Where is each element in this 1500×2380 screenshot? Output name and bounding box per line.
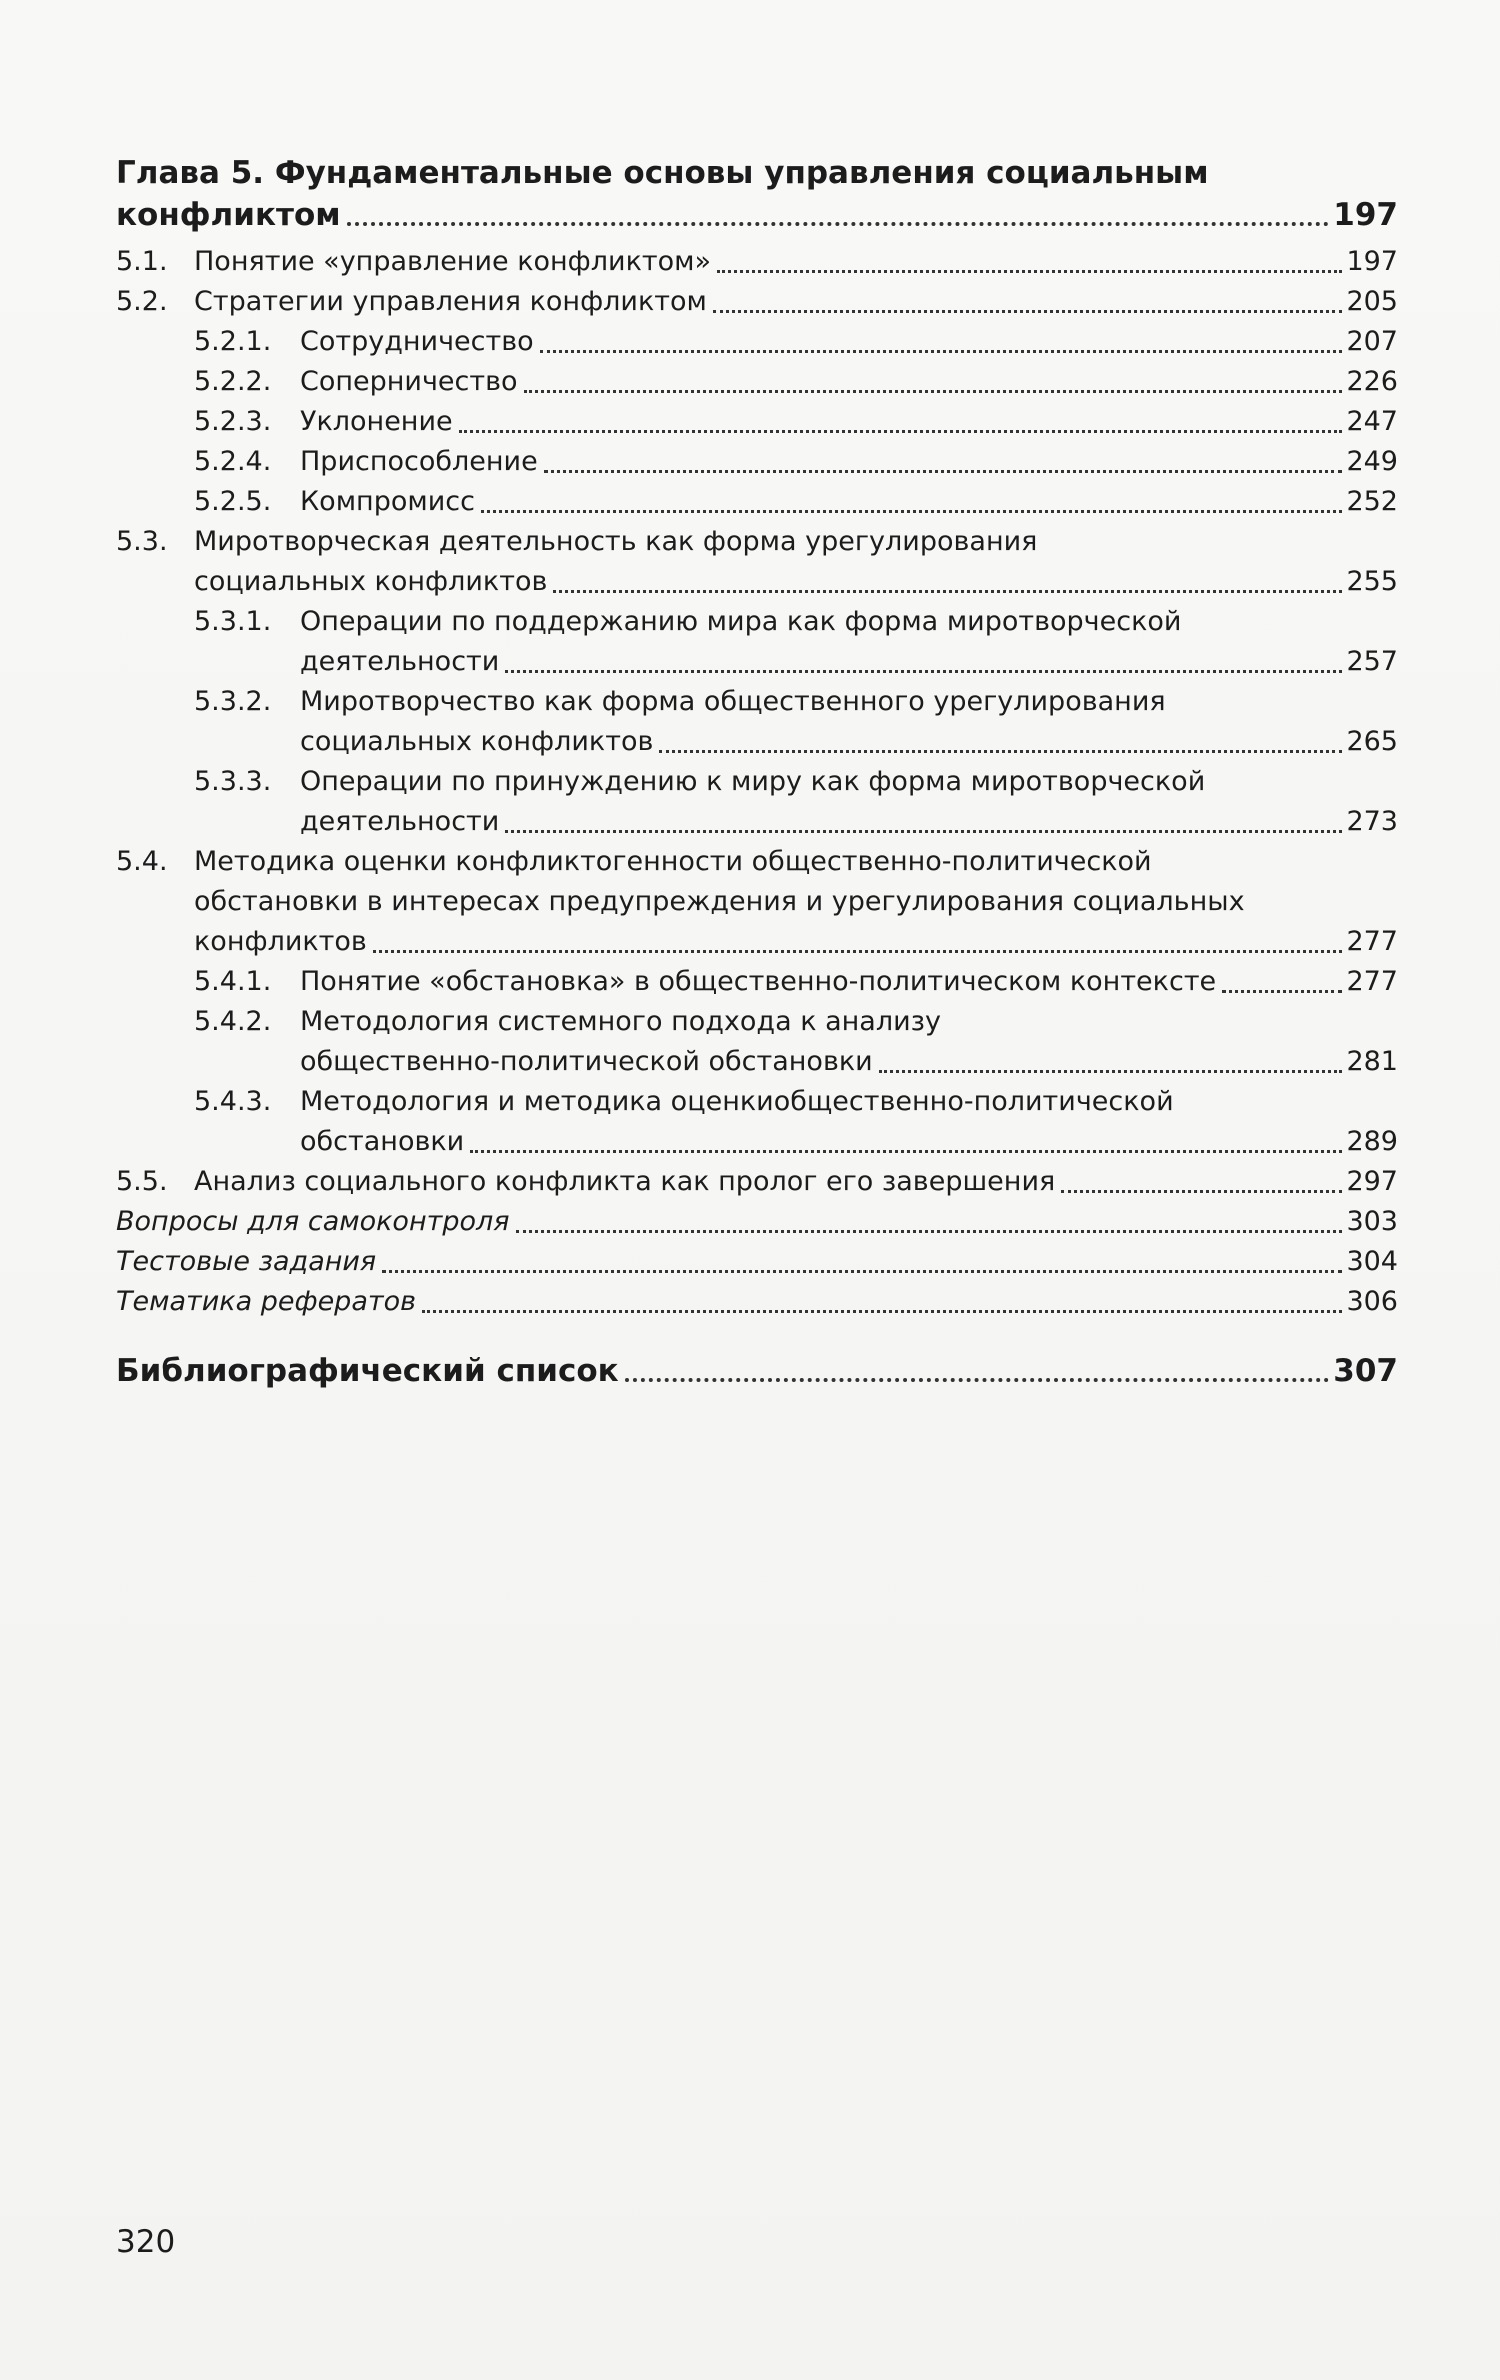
entry-page-number: 281 [1346, 1046, 1398, 1077]
entry-number: 5.2. [116, 286, 168, 317]
entry-page-number: 249 [1346, 446, 1398, 477]
dot-leader [373, 950, 1343, 953]
dot-leader [505, 670, 1342, 673]
dot-leader [659, 750, 1342, 753]
toc-entry-line [194, 642, 1398, 682]
toc-entry [116, 362, 1398, 402]
entry-title: обстановки [300, 1126, 465, 1157]
dot-leader [516, 1230, 1343, 1233]
dot-leader [459, 430, 1343, 433]
entry-title: Миротворчество как форма общественного урегулирования [300, 686, 1166, 717]
entry-title: Уклонение [300, 406, 453, 437]
dot-leader [540, 350, 1343, 353]
entry-number: 5.3.2. [194, 686, 272, 717]
entry-page-number: 226 [1346, 366, 1398, 397]
toc-entry [116, 242, 1398, 282]
bibliography-row [116, 1350, 1398, 1392]
entry-number: 5.2.4. [194, 446, 272, 477]
entry-number: 5.4.1. [194, 966, 272, 997]
entry-number: 5.4.2. [194, 1006, 272, 1037]
entry-title: деятельности [300, 646, 500, 677]
entry-number: 5.4.3. [194, 1086, 272, 1117]
entry-title: Операции по принуждению к миру как форма миротворческой [300, 766, 1206, 797]
dot-leader [347, 222, 1330, 226]
dot-leader [422, 1310, 1342, 1313]
entry-title: Сотрудничество [300, 326, 534, 357]
toc-entry [116, 282, 1398, 322]
toc-entry-line [194, 962, 1398, 1002]
bibliography-page-number: 307 [1333, 1353, 1398, 1389]
entry-page-number: 197 [1346, 246, 1398, 277]
entry-number: 5.3.1. [194, 606, 272, 637]
entry-number: 5.2.1. [194, 326, 272, 357]
extra-page-number: 304 [1346, 1246, 1398, 1277]
toc-entry-line [116, 882, 1398, 922]
entry-page-number: 257 [1346, 646, 1398, 677]
entry-number: 5.1. [116, 246, 168, 277]
toc-entry-line [116, 562, 1398, 602]
entry-number: 5.3.3. [194, 766, 272, 797]
toc-entry-line [194, 762, 1398, 802]
entry-page-number: 289 [1346, 1126, 1398, 1157]
entry-page-number: 255 [1346, 566, 1398, 597]
extra-title: Вопросы для самоконтроля [116, 1206, 510, 1237]
toc-entry [116, 1162, 1398, 1202]
entry-page-number: 265 [1346, 726, 1398, 757]
entry-title: Операции по поддержанию мира как форма миротворческой [300, 606, 1182, 637]
entry-title: Методология и методика оценкиобщественно-политической [300, 1086, 1174, 1117]
chapter-title-line1: Глава 5. Фундаментальные основы управления социальным [116, 155, 1209, 191]
toc-entries [116, 242, 1398, 1202]
dot-leader [481, 510, 1342, 513]
dot-leader [625, 1378, 1330, 1382]
toc-extras [116, 1202, 1398, 1322]
entry-number: 5.2.3. [194, 406, 272, 437]
toc-entry-line [194, 1122, 1398, 1162]
extra-page-number: 306 [1346, 1286, 1398, 1317]
toc-entry [116, 602, 1398, 682]
entry-title: конфликтов [194, 926, 367, 957]
toc-entry-line [194, 482, 1398, 522]
toc-entry-line [116, 522, 1398, 562]
entry-title: Методика оценки конфликтогенности общественно-политической [194, 846, 1152, 877]
chapter-title-line2-row [116, 194, 1398, 236]
entry-page-number: 297 [1346, 1166, 1398, 1197]
entry-title: общественно-политической обстановки [300, 1046, 873, 1077]
entry-number: 5.2.5. [194, 486, 272, 517]
entry-title: Миротворческая деятельность как форма урегулирования [194, 526, 1038, 557]
extra-title: Тестовые задания [116, 1246, 377, 1277]
dot-leader [470, 1150, 1342, 1153]
page-number: 320 [116, 2224, 176, 2260]
toc-extra-entry [116, 1202, 1398, 1242]
toc-entry [116, 522, 1398, 602]
chapter-title-line2: конфликтом [116, 197, 341, 233]
dot-leader [524, 390, 1343, 393]
entry-page-number: 273 [1346, 806, 1398, 837]
dot-leader [382, 1270, 1342, 1273]
entry-title: Соперничество [300, 366, 518, 397]
entry-title: Понятие «управление конфликтом» [194, 246, 712, 277]
chapter-page-number: 197 [1333, 197, 1398, 233]
toc-entry-line [194, 802, 1398, 842]
toc-entry [116, 842, 1398, 962]
entry-title: социальных конфликтов [300, 726, 654, 757]
bibliography-label: Библиографический список [116, 1353, 619, 1389]
entry-title: Анализ социального конфликта как пролог его завершения [194, 1166, 1056, 1197]
toc-entry-line [116, 1162, 1398, 1202]
entry-title: Понятие «обстановка» в общественно-политическом контексте [300, 966, 1217, 997]
toc-entry-line [194, 442, 1398, 482]
toc-entry-line [194, 1042, 1398, 1082]
dot-leader [1061, 1190, 1342, 1193]
dot-leader [505, 830, 1342, 833]
dot-leader [544, 470, 1343, 473]
toc-entry [116, 1002, 1398, 1082]
toc-entry [116, 482, 1398, 522]
dot-leader [879, 1070, 1343, 1073]
toc-entry-line [194, 402, 1398, 442]
entry-title: деятельности [300, 806, 500, 837]
toc-entry-line [194, 322, 1398, 362]
entry-page-number: 207 [1346, 326, 1398, 357]
toc-extra-entry [116, 1242, 1398, 1282]
entry-page-number: 252 [1346, 486, 1398, 517]
entry-title: Стратегии управления конфликтом [194, 286, 707, 317]
toc-entry-line [194, 362, 1398, 402]
toc-entry-line [116, 842, 1398, 882]
toc-entry-line [194, 1002, 1398, 1042]
toc-entry-line [116, 282, 1398, 322]
toc-entry [116, 322, 1398, 362]
toc-entry [116, 1082, 1398, 1162]
entry-page-number: 205 [1346, 286, 1398, 317]
toc-entry-line [116, 242, 1398, 282]
entry-title: Компромисс [300, 486, 475, 517]
chapter-heading [116, 152, 1398, 236]
toc-entry-line [194, 1082, 1398, 1122]
entry-title: социальных конфликтов [194, 566, 548, 597]
toc-entry [116, 402, 1398, 442]
extra-title: Тематика рефератов [116, 1286, 417, 1317]
entry-title: Методология системного подхода к анализу [300, 1006, 941, 1037]
entry-title: Приспособление [300, 446, 538, 477]
toc-entry [116, 442, 1398, 482]
entry-title: обстановки в интересах предупреждения и урегулирования социальных [194, 886, 1245, 917]
toc-entry [116, 682, 1398, 762]
extra-page-number: 303 [1346, 1206, 1398, 1237]
entry-number: 5.4. [116, 846, 168, 877]
toc-entry [116, 962, 1398, 1002]
toc-entry-line [194, 602, 1398, 642]
entry-number: 5.3. [116, 526, 168, 557]
toc-entry-line [194, 682, 1398, 722]
entry-page-number: 247 [1346, 406, 1398, 437]
entry-number: 5.5. [116, 1166, 168, 1197]
dot-leader [713, 310, 1343, 313]
table-of-contents [116, 152, 1398, 1398]
dot-leader [717, 270, 1342, 273]
entry-page-number: 277 [1346, 926, 1398, 957]
toc-entry [116, 762, 1398, 842]
bibliography-heading [116, 1350, 1398, 1392]
entry-number: 5.2.2. [194, 366, 272, 397]
dot-leader [1222, 990, 1342, 993]
toc-extra-entry [116, 1282, 1398, 1322]
dot-leader [553, 590, 1342, 593]
toc-entry-line [194, 722, 1398, 762]
toc-entry-line [116, 922, 1398, 962]
entry-page-number: 277 [1346, 966, 1398, 997]
